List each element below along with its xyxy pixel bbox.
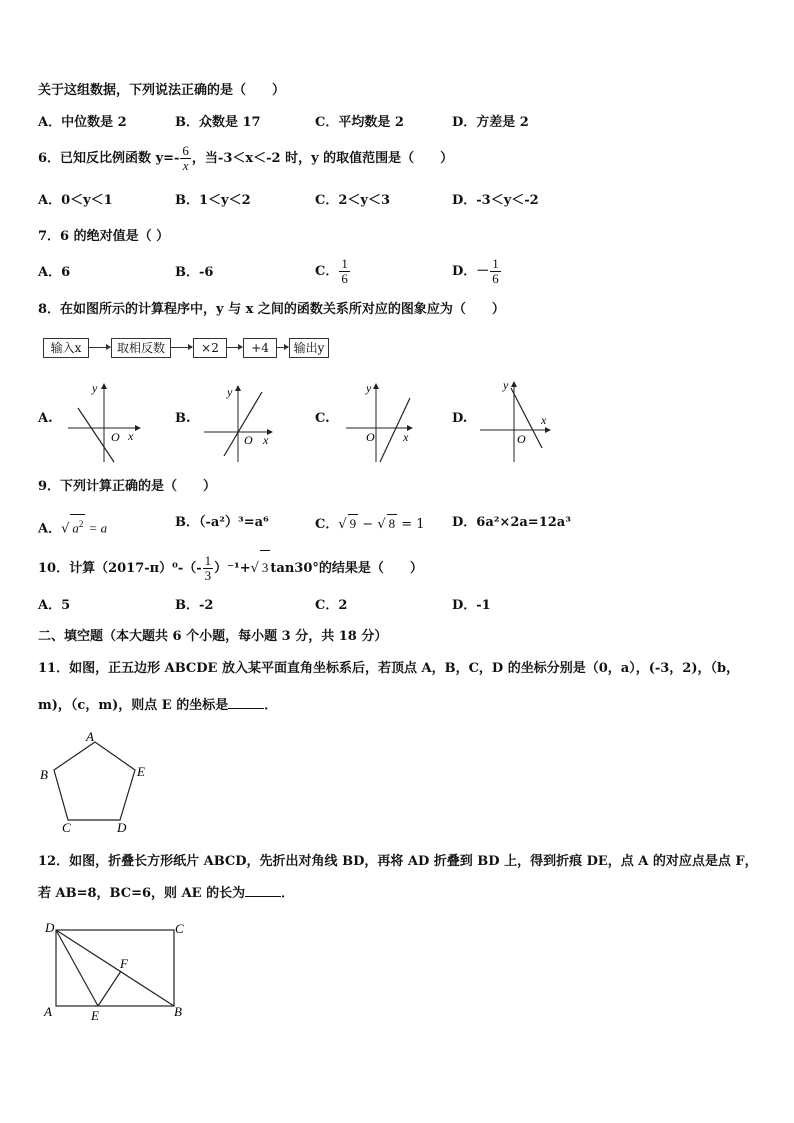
- q7-c-den: 6: [341, 271, 348, 286]
- point-label-a: A: [44, 1004, 52, 1019]
- radical-sign-icon: √: [377, 517, 386, 532]
- radical-sign-icon: √: [61, 521, 70, 537]
- q12-stem-line1: 12．如图，折叠长方形纸片 ABCD，先折出对角线 BD，再将 AD 折叠到 BD 上，得到折痕 DE，点 A 的对应点是点 F，: [38, 854, 758, 869]
- q5-option-b: B．众数是 17: [175, 115, 261, 130]
- q8-option-c: C.: [315, 411, 330, 426]
- axis-y-label: y: [366, 381, 372, 395]
- q9-option-c: [315, 514, 425, 534]
- flow-times2-box: ×2: [193, 338, 227, 358]
- q10-stem-post: tan30°的结果是（ ）: [270, 561, 423, 576]
- crease-de: [56, 930, 98, 1006]
- q11-pentagon-figure: [40, 729, 145, 835]
- q7-c-num: 1: [341, 256, 348, 271]
- q12-stem-line2-post: ．: [281, 886, 295, 901]
- q10-option-c: C．2: [315, 598, 348, 613]
- q7-option-b: B．-6: [175, 265, 214, 280]
- q9-a-var: a: [72, 520, 79, 536]
- origin-label: O: [517, 432, 526, 446]
- q10-frac-num: 1: [204, 553, 212, 568]
- radical-sign-icon: √: [338, 517, 347, 532]
- q6-option-b: B．1＜y＜2: [175, 193, 251, 208]
- q12-rectangle-figure: [43, 920, 184, 1023]
- q5-option-d: D．方差是 2: [452, 115, 529, 130]
- q12-stem-line2-pre: 若 AB=8，BC=6，则 AE 的长为: [38, 886, 246, 901]
- point-label-d: D: [45, 920, 55, 935]
- point-label-c: C: [175, 921, 184, 936]
- origin-label: O: [366, 430, 375, 444]
- q7-d-den: 6: [492, 271, 499, 286]
- q6-frac-den: x: [182, 158, 189, 173]
- point-label-f: F: [120, 956, 128, 971]
- axis-x-label: x: [263, 433, 269, 447]
- pentagon: [54, 742, 135, 820]
- q7-option-c-label: C．: [315, 264, 339, 279]
- flow-output-box: 输出y: [289, 338, 329, 358]
- vertex-label-d: D: [117, 820, 127, 835]
- q7-option-d-label: D．－: [452, 264, 490, 279]
- q10-radicand: 3: [260, 550, 271, 585]
- q11-stem-line1: 11．如图，正五边形 ABCDE 放入某平面直角坐标系后，若顶点 A，B，C，D 的坐标分别是（0，a），(-3，2)，（b，: [38, 661, 740, 676]
- vertex-label-c: C: [62, 820, 71, 835]
- q8-option-a: A.: [38, 411, 53, 426]
- q7-stem: 7．6 的绝对值是（ ）: [38, 229, 170, 244]
- flow-plus4-box: +4: [243, 338, 277, 358]
- q7-option-a: A．6: [38, 265, 71, 280]
- q9-a-exp: 2: [78, 519, 84, 529]
- q10-option-a: A．5: [38, 598, 71, 613]
- radical-sign-icon: √: [250, 561, 259, 576]
- q10-frac-den: 3: [204, 568, 212, 583]
- axis-x-label: x: [403, 430, 409, 444]
- q11-stem-line2-pre: m)，（c，m)，则点 E 的坐标是: [38, 698, 229, 713]
- q5-stem: 关于这组数据，下列说法正确的是（ ）: [38, 83, 286, 98]
- q5-option-a: A．中位数是 2: [38, 115, 127, 130]
- vertex-label-e: E: [137, 764, 145, 779]
- flow-negate-box: 取相反数: [111, 338, 171, 358]
- q9-c-radicand-2: 8: [388, 516, 396, 531]
- q10-option-d: D．-1: [452, 598, 491, 613]
- q8-graph-d: [480, 378, 550, 462]
- vertex-label-a: A: [86, 729, 94, 744]
- flow-input-box: 输入x: [43, 338, 89, 358]
- origin-label: O: [111, 430, 120, 444]
- q9-option-c-label: C．: [315, 517, 339, 532]
- answer-blank[interactable]: [228, 696, 264, 709]
- q10-stem-mid: ）⁻¹+: [214, 561, 251, 576]
- q5-option-c: C．平均数是 2: [315, 115, 404, 130]
- q9-c-radicand-1: 9: [349, 516, 357, 531]
- q8-stem: 8．在如图所示的计算程序中，y 与 x 之间的函数关系所对应的图象应为（ ）: [38, 302, 505, 317]
- q11-stem-line2-post: ．: [264, 698, 278, 713]
- q9-c-rhs: = 1: [397, 517, 425, 532]
- q9-a-rhs: = a: [85, 520, 108, 536]
- q8-option-d: D.: [452, 411, 468, 426]
- q8-option-b: B.: [175, 411, 191, 426]
- q10-fraction: [203, 554, 214, 583]
- q8-graph-a: [68, 381, 140, 462]
- axis-y-label: y: [227, 385, 233, 399]
- answer-blank[interactable]: [245, 884, 281, 897]
- q9-stem: 9．下列计算正确的是（ ）: [38, 479, 217, 494]
- q9-option-a: [38, 514, 107, 538]
- q6-stem-pre: 6．已知反比例函数 y=-: [38, 151, 180, 166]
- q6-option-c: C．2＜y＜3: [315, 193, 390, 208]
- diagonal-bd: [56, 930, 174, 1006]
- segment-ef: [98, 971, 121, 1006]
- q11-stem-line2: [38, 696, 277, 715]
- q9-option-b: B．（-a²）³=a⁶: [175, 515, 269, 530]
- point-label-e: E: [91, 1008, 99, 1023]
- q7-d-num: 1: [492, 256, 499, 271]
- q10-stem-pre: 10．计算（2017-π）⁰-（-: [38, 561, 202, 576]
- point-label-b: B: [174, 1004, 182, 1019]
- q6-frac-num: 6: [182, 143, 189, 158]
- axis-y-label: y: [503, 378, 509, 392]
- q9-c-minus: −: [358, 517, 378, 532]
- axis-x-label: x: [128, 429, 134, 443]
- q6-option-d: D．-3＜y＜-2: [452, 193, 539, 208]
- q9-option-d: D．6a²×2a=12a³: [452, 515, 571, 530]
- graph-line: [78, 408, 114, 462]
- q10-stem: [38, 550, 423, 586]
- axis-y-label: y: [92, 381, 98, 395]
- q9-a-radicand: [70, 514, 85, 537]
- q12-stem-line2: [38, 884, 294, 903]
- q8-graph-c: [346, 381, 412, 462]
- q9-option-a-label: A．: [38, 521, 62, 537]
- q6-stem-post: ，当-3＜x＜-2 时，y 的取值范围是（ ）: [191, 151, 454, 166]
- q8-graph-b: [204, 385, 272, 462]
- q10-option-b: B．-2: [175, 598, 214, 613]
- graph-line: [224, 392, 262, 456]
- origin-label: O: [244, 433, 253, 447]
- section-2-heading: 二、填空题（本大题共 6 个小题，每小题 3 分，共 18 分）: [38, 629, 388, 644]
- axis-x-label: x: [541, 413, 547, 427]
- vertex-label-b: B: [40, 767, 48, 782]
- graph-line: [511, 388, 542, 448]
- q6-option-a: A．0＜y＜1: [38, 193, 113, 208]
